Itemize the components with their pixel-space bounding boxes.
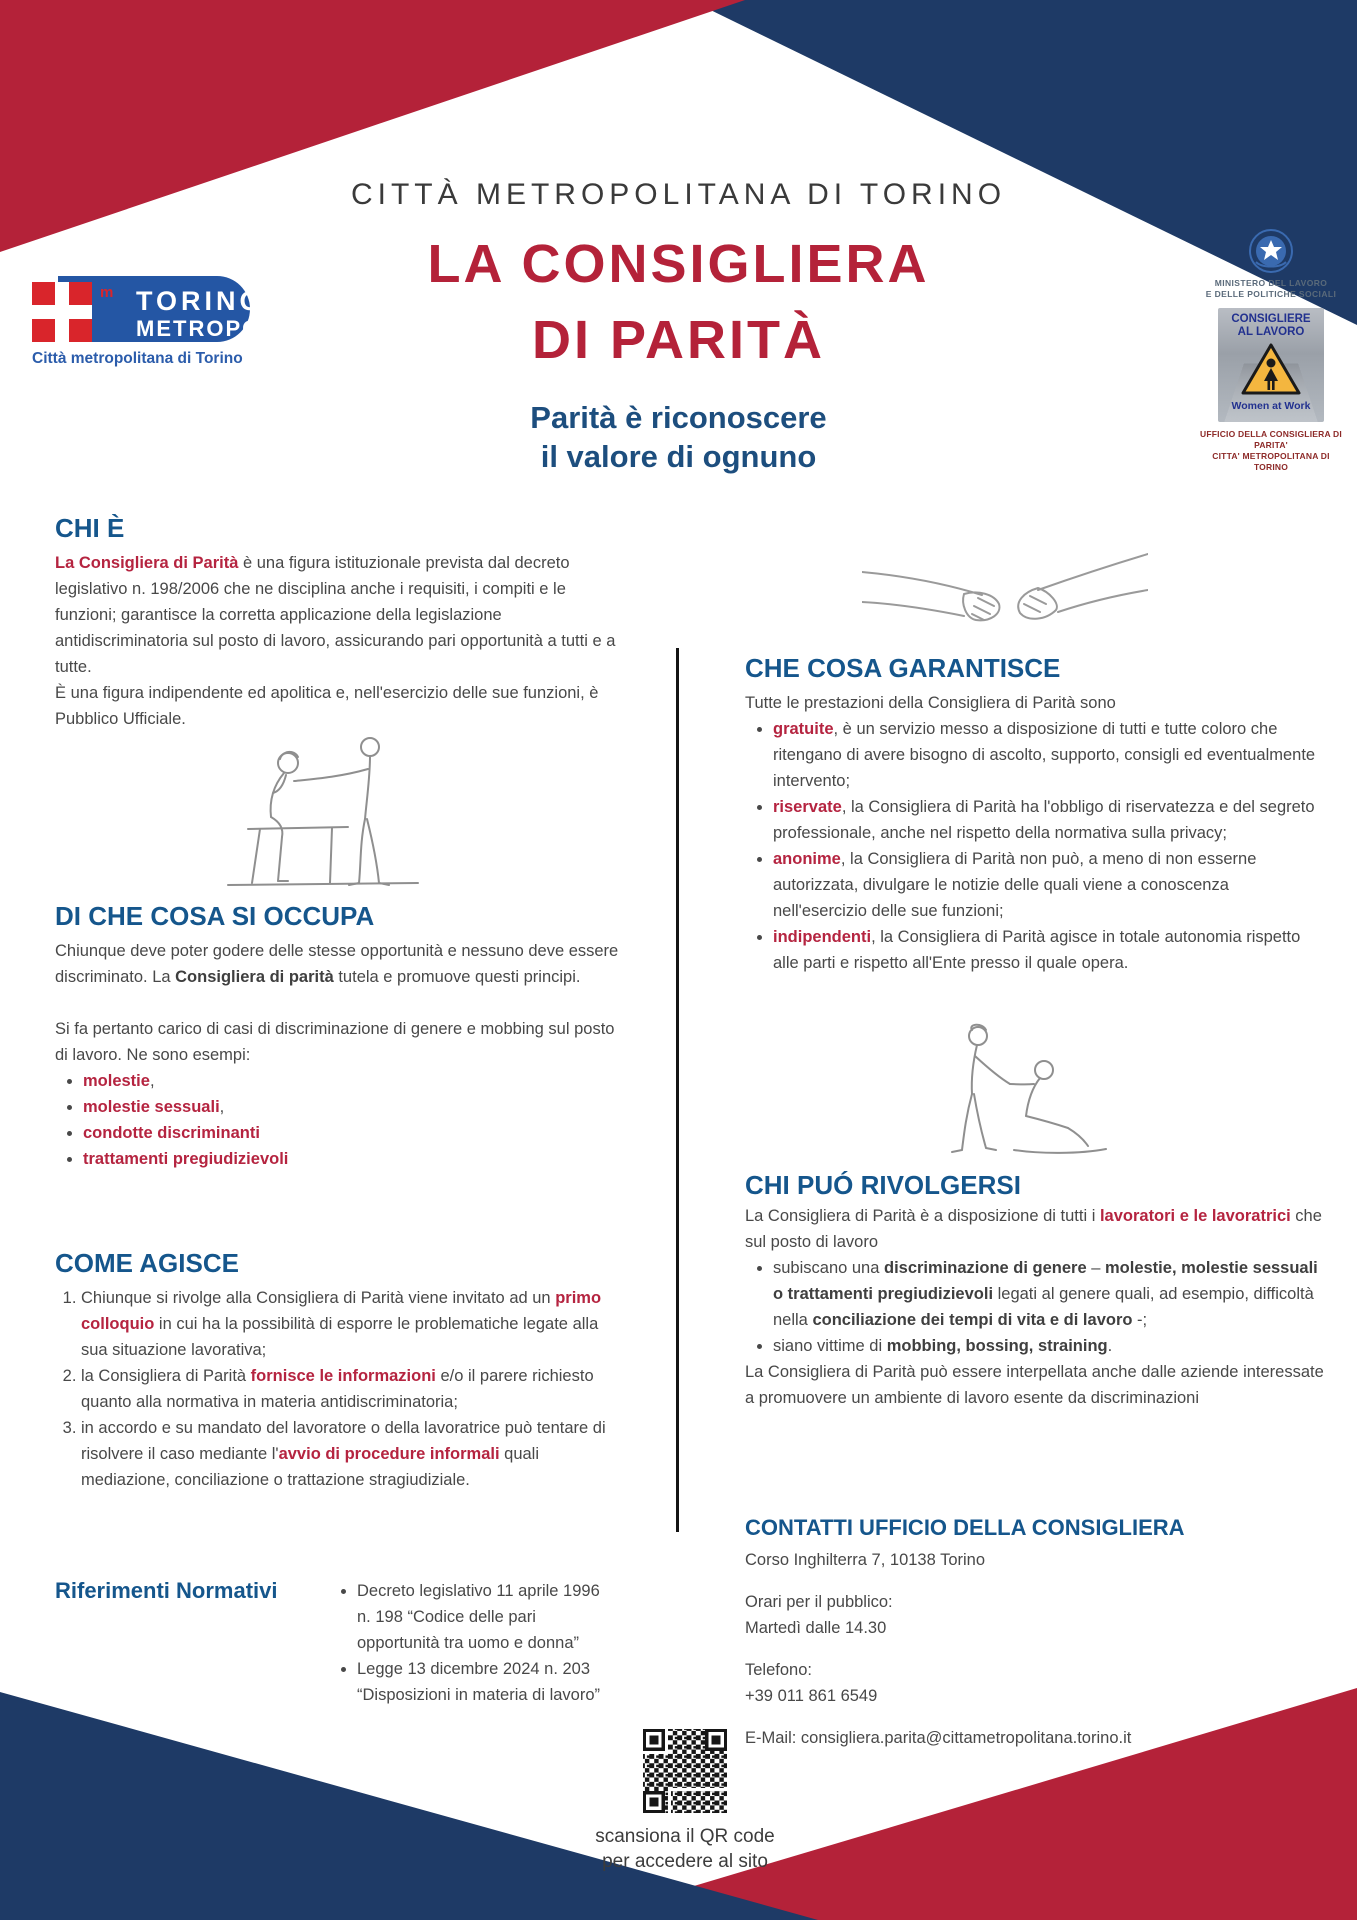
occupa-bullet: • trattamenti pregiudizievoli [83, 1146, 621, 1172]
poster-title-line2: DI PARITÀ [532, 310, 825, 370]
occupa-paragraph-2: Si fa pertanto carico di casi di discriminazione di genere e mobbing sul posto di lavoro. Ne sono esempi: [55, 1020, 615, 1064]
qr-caption-line1: scansiona il QR code [595, 1826, 775, 1847]
poster-subtitle [0, 398, 1357, 476]
logo-metropoli-text: METROPOLI [136, 316, 285, 341]
riferimenti-bullet: • Legge 13 dicembre 2024 n. 203 “Disposizioni in materia di lavoro” [357, 1656, 617, 1708]
garantisce-bullet: • riservate, la Consigliera di Parità ha l'obbligo di riservatezza e del segreto professionale, anche nel rispetto della normativa sulla privacy; [773, 794, 1327, 846]
republic-emblem-icon [1248, 228, 1294, 274]
logo-caption: Città metropolitana di Torino [32, 350, 243, 367]
torino-metropoli-logo [32, 268, 285, 380]
ministry-name-line1: MINISTERO DEL LAVORO [1214, 278, 1328, 288]
contact-address: Corso Inghilterra 7, 10138 Torino [745, 1551, 986, 1569]
poster-title-line1: LA CONSIGLIERA [427, 234, 930, 294]
garantisce-bullet: • gratuite, è un servizio messo a disposizione di tutti e tutte coloro che ritengano di avere bisogno di ascolto, supporto, consigli ed eventualmente intervento; [773, 716, 1327, 794]
contact-hours-label: Orari per il pubblico: [745, 1593, 893, 1611]
sign-title [1218, 308, 1324, 339]
agisce-step: 1. Chiunque si rivolge alla Consigliera di Parità viene invitato ad un primo colloquio in cui ha la possibilità di esporre le problematiche legate alla sua situazione lavorativa; [81, 1285, 625, 1363]
qr-caption [552, 1824, 818, 1874]
occupa-bullet: • molestie sessuali, [83, 1094, 621, 1120]
logo-torino-text: TORINO [136, 286, 265, 316]
contact-phone: +39 011 861 6549 [745, 1687, 878, 1705]
office-caption [1196, 429, 1346, 473]
section-riferimenti [55, 1578, 675, 1708]
sign-title-line1: CONSIGLIERE [1231, 313, 1311, 325]
chi-e-paragraph-1: La Consigliera di Parità è una figura istituzionale prevista dal decreto legislativo n. 198/2006 che ne disciplina anche i requisiti, i compiti e le funzioni; garantisce la corretta applicazione della legislazione antidiscriminatoria sul posto di lavoro, assicurando pari opportunità a tutti e a tutte. [55, 554, 616, 676]
garantisce-bullet: • indipendenti, la Consigliera di Parità agisce in totale autonomia rispetto alle parti e rispetto all'Ente presso il quale opera. [773, 924, 1327, 976]
qr-code [640, 1726, 730, 1816]
poster-subtitle-line2: il valore di ognuno [540, 439, 817, 474]
section-contatti [745, 1515, 1327, 1751]
qr-caption-line2: per accedere al sito [602, 1851, 768, 1872]
occupa-paragraph-1: Chiunque deve poter godere delle stesse opportunità e nessuno deve essere discriminato. La Consigliera di parità tutela e promuove questi principi. [55, 942, 619, 986]
section-title-agisce: COME AGISCE [55, 1248, 239, 1278]
section-agisce [55, 1250, 625, 1493]
top-left-red-triangle [0, 0, 745, 252]
logo-wordmark [136, 286, 285, 342]
section-rivolgersi [745, 1172, 1327, 1411]
contact-phone-label: Telefono: [745, 1661, 812, 1679]
handshake-illustration [862, 532, 1148, 636]
women-at-work-warning-icon [1239, 341, 1303, 399]
agisce-step: 3. in accordo e su mandato del lavoratore o della lavoratrice può tentare di risolvere il caso mediante l'avvio di procedure informali quali mediazione, conciliazione o trattazione stragiudiziale. [81, 1415, 625, 1493]
city-kicker: CITTÀ METROPOLITANA DI TORINO [350, 178, 1007, 211]
rivolgersi-outro: La Consigliera di Parità può essere interpellata anche dalle aziende interessate a promuovere un ambiente di lavoro esente da discriminazioni [745, 1363, 1324, 1407]
ministry-block [1196, 228, 1346, 473]
ministry-name-line2: E DELLE POLITICHE SOCIALI [1205, 289, 1337, 299]
comfort-on-bench-illustration [218, 733, 432, 893]
section-occupa [55, 903, 621, 1172]
consigliere-al-lavoro-sign [1218, 308, 1324, 422]
rivolgersi-intro: La Consigliera di Parità è a disposizione di tutti i lavoratori e le lavoratrici che sul posto di lavoro [745, 1207, 1322, 1251]
garantisce-bullet: • anonime, la Consigliera di Parità non può, a meno di non esserne autorizzata, divulgare le notizie delle quali viene a conoscenza nell'esercizio delle sue funzioni; [773, 846, 1327, 924]
column-divider [676, 648, 679, 1532]
section-title-garantisce: CHE COSA GARANTISCE [745, 653, 1061, 683]
office-caption-line2: CITTA' METROPOLITANA DI TORINO [1212, 451, 1330, 472]
section-title-rivolgersi: CHI PUÓ RIVOLGERSI [745, 1170, 1021, 1200]
rivolgersi-bullet: • subiscano una discriminazione di genere – molestie, molestie sessuali o trattamenti pregiudizievoli legati al genere quali, ad esempio, difficoltà nella conciliazione dei tempi di vita e di lavoro -; [773, 1255, 1327, 1333]
section-title-occupa: DI CHE COSA SI OCCUPA [55, 901, 375, 931]
section-title-riferimenti: Riferimenti Normativi [55, 1578, 278, 1603]
riferimenti-bullet: • Decreto legislativo 11 aprile 1996 n. 198 “Codice delle pari opportunità tra uomo e donna” [357, 1578, 617, 1656]
chi-e-paragraph-2: È una figura indipendente ed apolitica e, nell'esercizio delle sue funzioni, è Pubblico Ufficiale. [55, 684, 599, 728]
contact-email: E-Mail: consigliera.parita@cittametropolitana.torino.it [745, 1729, 1132, 1747]
ministry-name [1196, 278, 1346, 300]
helping-up-illustration [918, 1022, 1114, 1160]
sign-caption: Women at Work [1231, 400, 1311, 412]
occupa-bullet: • condotte discriminanti [83, 1120, 621, 1146]
section-title-chi-e: CHI È [55, 513, 125, 543]
turin-cross-icon [32, 282, 92, 342]
rivolgersi-bullet: • siano vittime di mobbing, bossing, straining. [773, 1333, 1327, 1359]
section-garantisce [745, 655, 1327, 976]
section-title-contatti: CONTATTI UFFICIO DELLA CONSIGLIERA [745, 1515, 1185, 1540]
office-caption-line1: UFFICIO DELLA CONSIGLIERA DI PARITA' [1200, 429, 1342, 450]
metropoli-mark-icon: m [100, 284, 114, 301]
agisce-step: 2. la Consigliera di Parità fornisce le informazioni e/o il parere richiesto quanto alla normativa in materia antidiscriminatoria; [81, 1363, 625, 1415]
section-chi-e [55, 515, 621, 732]
sign-title-line2: AL LAVORO [1237, 326, 1305, 338]
occupa-bullet: • molestie, [83, 1068, 621, 1094]
contact-hours: Martedì dalle 14.30 [745, 1619, 887, 1637]
garantisce-intro: Tutte le prestazioni della Consigliera di Parità sono [745, 694, 1116, 712]
poster-subtitle-line1: Parità è riconoscere [530, 400, 827, 435]
